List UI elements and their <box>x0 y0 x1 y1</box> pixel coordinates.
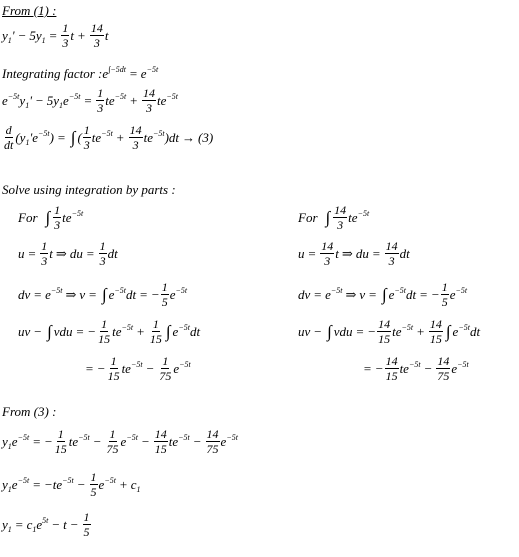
heading-from-1: From (1) : <box>2 3 57 18</box>
uv-formula-left: uv − ∫ vdu = − $\frac{1}{15}$ $te^{-5t}$ + $\frac{1}{15}$ ∫ $e^{-5t}dt$ <box>18 317 201 346</box>
fraction: $\frac{14}{15}$ <box>385 354 398 383</box>
uv-result-left: = − $\frac{1}{15}$ $te^{-5t}$ − $\frac{1}{75}$ $e^{-5t}$ <box>85 354 191 383</box>
fraction: $\frac{1}{3}$ <box>54 203 61 232</box>
fraction: $\frac{1}{5}$ <box>83 510 90 539</box>
fraction: $\frac{14}{3}$ <box>321 239 334 268</box>
dv-substitution-left: dv = $e^{-5t}$ ⇒ v = ∫ $e^{-5t}dt$ = − $\frac{1}{5}$ $e^{-5t}$ <box>18 280 188 309</box>
fraction: $\frac{14}{3}$ <box>143 86 156 115</box>
fraction: $\frac{1}{5}$ <box>161 280 168 309</box>
fraction: $\frac{1}{5}$ <box>90 470 97 499</box>
fraction: $\frac{14}{3}$ <box>129 123 142 152</box>
fraction: $\frac{14}{15}$ <box>429 317 442 346</box>
fraction: $\frac{1}{15}$ <box>107 354 120 383</box>
fraction: $\frac{14}{75}$ <box>437 354 450 383</box>
fraction: $\frac{1}{15}$ <box>149 317 162 346</box>
fraction: $\frac{1}{3}$ <box>99 239 106 268</box>
fraction: $\frac{14}{3}$ <box>90 21 103 50</box>
uv-result-right: = − $\frac{14}{15}$ $te^{-5t}$ − $\frac{14}{75}$ $e^{-5t}$ <box>363 354 469 383</box>
fraction: $\frac{d}{dt}$ <box>4 123 14 152</box>
fraction: $\frac{1}{3}$ <box>62 21 69 50</box>
for-integral-right: For ∫ $\frac{14}{3}$ $te^{-5t}$ <box>298 203 370 232</box>
fraction: $\frac{1}{75}$ <box>159 354 172 383</box>
fraction: $\frac{14}{15}$ <box>154 427 167 456</box>
for-integral-left: For ∫ $\frac{1}{3}$ $te^{-5t}$ <box>18 203 84 232</box>
fraction: $\frac{1}{15}$ <box>98 317 111 346</box>
fraction: $\frac{1}{15}$ <box>54 427 67 456</box>
equation-multiplied: $e^{-5t}y_1'$ − 5 $y_1e^{-5t}$ = $\frac{1}{3}$ $te^{-5t}$ + $\frac{14}{3}$ $te^{-5t}$ <box>2 86 179 115</box>
fraction: $\frac{1}{5}$ <box>441 280 448 309</box>
equation-derivative: $\frac{d}{dt}$ $(y_1'e^{-5t})$ = ∫ ( $\frac{1}{3}$ $te^{-5t}$ + $\frac{14}{3}$ $te^{-5t})dt$ → (3) <box>4 123 214 152</box>
fraction: $\frac{1}{3}$ <box>41 239 48 268</box>
heading-from-3: From (3) : <box>2 404 57 419</box>
dv-substitution-right: dv = $e^{-5t}$ ⇒ v = ∫ $e^{-5t}dt$ = − $\frac{1}{5}$ $e^{-5t}$ <box>298 280 468 309</box>
equation-final-answer: $y_1$ = $c_1e^{5t}$ − t − $\frac{1}{5}$ <box>2 510 90 539</box>
uv-formula-right: uv − ∫ vdu = − $\frac{14}{15}$ $te^{-5t}$ + $\frac{14}{15}$ ∫ $e^{-5t}dt$ <box>298 317 481 346</box>
equation-simplified: $y_1e^{-5t}$ = $-te^{-5t}$ − $\frac{1}{5}$ $e^{-5t}$ + $c_1$ <box>2 470 141 499</box>
fraction: $\frac{1}{75}$ <box>106 427 119 456</box>
heading-integration-by-parts: Solve using integration by parts : <box>2 182 176 197</box>
fraction: $\frac{14}{75}$ <box>206 427 219 456</box>
fraction: $\frac{14}{3}$ <box>385 239 398 268</box>
fraction: $\frac{1}{3}$ <box>97 86 104 115</box>
fraction: $\frac{1}{3}$ <box>83 123 90 152</box>
equation-y1-prime: $y_1'$ − 5 $y_1$ = $\frac{1}{3}$ t + $\frac{14}{3}$ t <box>2 21 109 50</box>
fraction: $\frac{14}{3}$ <box>334 203 347 232</box>
u-substitution-left: u = $\frac{1}{3}$ t ⇒ du = $\frac{1}{3}$ dt <box>18 239 118 268</box>
integrating-factor-line: Integrating factor : $e^{\int-5dt}$ = $e^{-5t}$ <box>2 65 159 81</box>
equation-combined: $y_1e^{-5t}$ = − $\frac{1}{15}$ $te^{-5t}$ − $\frac{1}{75}$ $e^{-5t}$ − $\frac{14}{15}$ $te^{-5t}$ − $\frac{14}{75}$ $e^{-5t}$ <box>2 427 238 456</box>
u-substitution-right: u = $\frac{14}{3}$ t ⇒ du = $\frac{14}{3}$ dt <box>298 239 410 268</box>
fraction: $\frac{14}{15}$ <box>378 317 391 346</box>
